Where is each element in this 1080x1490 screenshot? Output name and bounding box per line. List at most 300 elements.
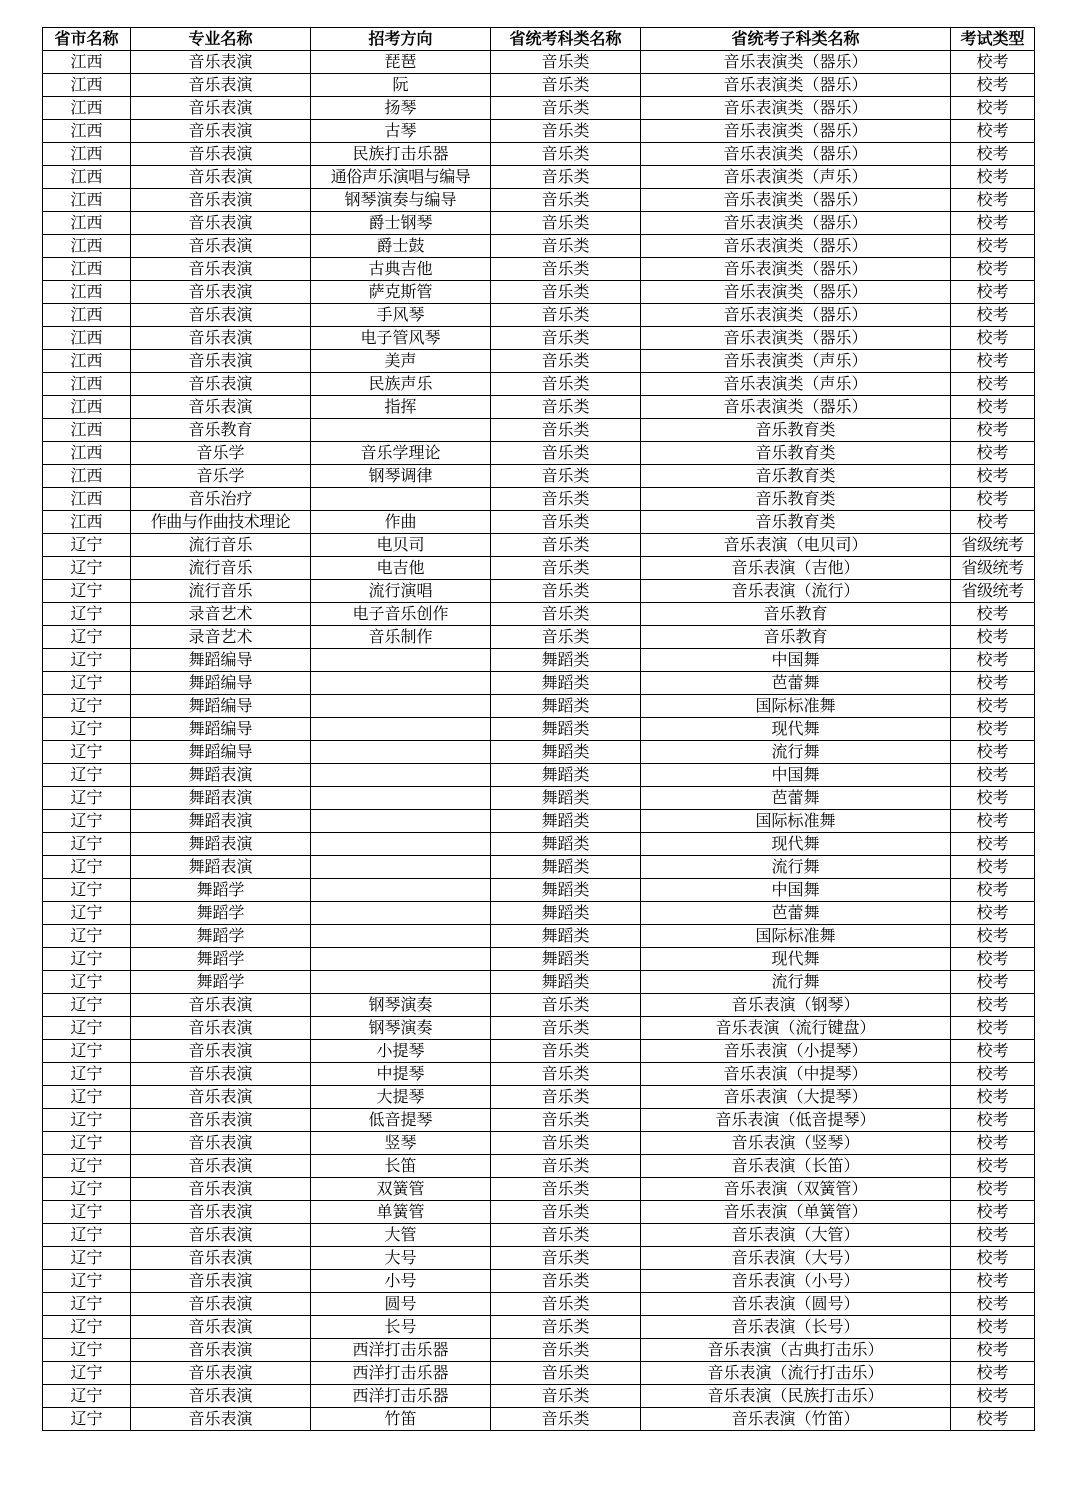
exam-type-cell: 校考 bbox=[951, 1224, 1035, 1247]
table-row bbox=[43, 442, 1035, 465]
major-cell: 音乐表演 bbox=[131, 1155, 311, 1178]
province-cell: 辽宁 bbox=[43, 1040, 131, 1063]
major-cell: 舞蹈表演 bbox=[131, 810, 311, 833]
exam-type-cell: 校考 bbox=[951, 511, 1035, 534]
subcategory-cell: 音乐表演（流行） bbox=[641, 580, 951, 603]
category-cell: 音乐类 bbox=[491, 511, 641, 534]
table-row bbox=[43, 580, 1035, 603]
category-cell: 音乐类 bbox=[491, 419, 641, 442]
exam-type-header: 考试类型 bbox=[951, 28, 1035, 51]
table-row bbox=[43, 879, 1035, 902]
category-cell: 音乐类 bbox=[491, 580, 641, 603]
exam-type-cell: 校考 bbox=[951, 419, 1035, 442]
major-cell: 音乐表演 bbox=[131, 994, 311, 1017]
exam-type-cell: 校考 bbox=[951, 925, 1035, 948]
category-cell: 音乐类 bbox=[491, 235, 641, 258]
direction-cell bbox=[311, 672, 491, 695]
direction-cell bbox=[311, 810, 491, 833]
subcategory-cell: 国际标准舞 bbox=[641, 925, 951, 948]
category-cell: 舞蹈类 bbox=[491, 833, 641, 856]
admissions-table bbox=[42, 27, 1035, 1431]
category-cell: 音乐类 bbox=[491, 1155, 641, 1178]
direction-cell: 通俗声乐演唱与编导 bbox=[311, 166, 491, 189]
exam-type-cell: 校考 bbox=[951, 304, 1035, 327]
direction-cell bbox=[311, 879, 491, 902]
subcategory-cell: 音乐表演（流行键盘） bbox=[641, 1017, 951, 1040]
subcategory-cell: 流行舞 bbox=[641, 856, 951, 879]
direction-cell: 阮 bbox=[311, 74, 491, 97]
major-cell: 舞蹈编导 bbox=[131, 649, 311, 672]
province-cell: 辽宁 bbox=[43, 1270, 131, 1293]
province-cell: 辽宁 bbox=[43, 1178, 131, 1201]
table-row bbox=[43, 833, 1035, 856]
province-cell: 江西 bbox=[43, 166, 131, 189]
exam-type-cell: 校考 bbox=[951, 626, 1035, 649]
major-cell: 舞蹈表演 bbox=[131, 764, 311, 787]
exam-type-cell: 校考 bbox=[951, 1063, 1035, 1086]
category-cell: 音乐类 bbox=[491, 1270, 641, 1293]
direction-cell bbox=[311, 971, 491, 994]
province-cell: 江西 bbox=[43, 258, 131, 281]
major-cell: 音乐表演 bbox=[131, 1109, 311, 1132]
exam-type-cell: 校考 bbox=[951, 971, 1035, 994]
category-cell: 音乐类 bbox=[491, 534, 641, 557]
subcategory-cell: 音乐表演类（器乐） bbox=[641, 258, 951, 281]
category-cell: 音乐类 bbox=[491, 212, 641, 235]
category-cell: 音乐类 bbox=[491, 258, 641, 281]
table-row bbox=[43, 603, 1035, 626]
category-cell: 舞蹈类 bbox=[491, 856, 641, 879]
exam-type-cell: 校考 bbox=[951, 74, 1035, 97]
major-cell: 舞蹈学 bbox=[131, 879, 311, 902]
major-cell: 音乐表演 bbox=[131, 1385, 311, 1408]
category-cell: 音乐类 bbox=[491, 557, 641, 580]
direction-cell: 钢琴调律 bbox=[311, 465, 491, 488]
subcategory-cell: 音乐表演（单簧管） bbox=[641, 1201, 951, 1224]
table-row bbox=[43, 1017, 1035, 1040]
category-cell: 音乐类 bbox=[491, 1086, 641, 1109]
province-cell: 辽宁 bbox=[43, 810, 131, 833]
exam-type-cell: 校考 bbox=[951, 1339, 1035, 1362]
subcategory-cell: 音乐教育类 bbox=[641, 488, 951, 511]
subcategory-cell: 音乐表演类（器乐） bbox=[641, 212, 951, 235]
direction-cell: 电贝司 bbox=[311, 534, 491, 557]
major-cell: 舞蹈表演 bbox=[131, 856, 311, 879]
direction-cell: 古典吉他 bbox=[311, 258, 491, 281]
category-cell: 舞蹈类 bbox=[491, 902, 641, 925]
exam-type-cell: 校考 bbox=[951, 1362, 1035, 1385]
exam-type-cell: 校考 bbox=[951, 833, 1035, 856]
subcategory-cell: 芭蕾舞 bbox=[641, 672, 951, 695]
direction-cell bbox=[311, 649, 491, 672]
subcategory-cell: 音乐表演（圆号） bbox=[641, 1293, 951, 1316]
subcategory-cell: 音乐表演（长号） bbox=[641, 1316, 951, 1339]
major-cell: 录音艺术 bbox=[131, 603, 311, 626]
exam-type-cell: 校考 bbox=[951, 258, 1035, 281]
direction-cell bbox=[311, 856, 491, 879]
exam-type-cell: 校考 bbox=[951, 603, 1035, 626]
direction-cell: 民族打击乐器 bbox=[311, 143, 491, 166]
subcategory-cell: 音乐表演（古典打击乐） bbox=[641, 1339, 951, 1362]
direction-cell: 大管 bbox=[311, 1224, 491, 1247]
subcategory-cell: 音乐表演类（器乐） bbox=[641, 281, 951, 304]
province-cell: 辽宁 bbox=[43, 856, 131, 879]
subcategory-cell: 音乐表演（中提琴） bbox=[641, 1063, 951, 1086]
category-cell: 音乐类 bbox=[491, 1408, 641, 1431]
province-cell: 辽宁 bbox=[43, 1201, 131, 1224]
subcategory-cell: 音乐表演类（器乐） bbox=[641, 143, 951, 166]
direction-cell: 指挥 bbox=[311, 396, 491, 419]
category-cell: 舞蹈类 bbox=[491, 672, 641, 695]
exam-type-cell: 校考 bbox=[951, 856, 1035, 879]
category-cell: 音乐类 bbox=[491, 1201, 641, 1224]
major-cell: 流行音乐 bbox=[131, 557, 311, 580]
table-row bbox=[43, 672, 1035, 695]
direction-cell: 小号 bbox=[311, 1270, 491, 1293]
major-cell: 音乐表演 bbox=[131, 1040, 311, 1063]
direction-cell: 手风琴 bbox=[311, 304, 491, 327]
exam-type-cell: 校考 bbox=[951, 373, 1035, 396]
table-row bbox=[43, 626, 1035, 649]
direction-cell: 中提琴 bbox=[311, 1063, 491, 1086]
province-cell: 辽宁 bbox=[43, 672, 131, 695]
table-row bbox=[43, 1063, 1035, 1086]
category-cell: 音乐类 bbox=[491, 603, 641, 626]
direction-cell bbox=[311, 718, 491, 741]
subcategory-cell: 音乐表演（小号） bbox=[641, 1270, 951, 1293]
table-row bbox=[43, 1109, 1035, 1132]
subcategory-cell: 音乐表演类（器乐） bbox=[641, 120, 951, 143]
category-cell: 舞蹈类 bbox=[491, 879, 641, 902]
category-cell: 音乐类 bbox=[491, 1316, 641, 1339]
category-cell: 音乐类 bbox=[491, 281, 641, 304]
exam-type-cell: 校考 bbox=[951, 1017, 1035, 1040]
major-cell: 舞蹈学 bbox=[131, 902, 311, 925]
direction-cell: 单簧管 bbox=[311, 1201, 491, 1224]
exam-type-cell: 省级统考 bbox=[951, 580, 1035, 603]
category-header: 省统考科类名称 bbox=[491, 28, 641, 51]
exam-type-cell: 校考 bbox=[951, 1293, 1035, 1316]
direction-cell bbox=[311, 902, 491, 925]
exam-type-cell: 校考 bbox=[951, 1086, 1035, 1109]
direction-cell: 西洋打击乐器 bbox=[311, 1339, 491, 1362]
major-cell: 舞蹈学 bbox=[131, 925, 311, 948]
direction-cell: 扬琴 bbox=[311, 97, 491, 120]
table-row bbox=[43, 1339, 1035, 1362]
subcategory-cell: 音乐教育类 bbox=[641, 465, 951, 488]
exam-type-cell: 校考 bbox=[951, 1408, 1035, 1431]
direction-cell bbox=[311, 741, 491, 764]
major-cell: 录音艺术 bbox=[131, 626, 311, 649]
table-row bbox=[43, 1385, 1035, 1408]
subcategory-cell: 音乐表演类（器乐） bbox=[641, 97, 951, 120]
exam-type-cell: 校考 bbox=[951, 1178, 1035, 1201]
subcategory-cell: 音乐教育 bbox=[641, 603, 951, 626]
province-cell: 江西 bbox=[43, 442, 131, 465]
subcategory-cell: 音乐表演类（声乐） bbox=[641, 373, 951, 396]
table-row bbox=[43, 787, 1035, 810]
subcategory-cell: 音乐表演（长笛） bbox=[641, 1155, 951, 1178]
exam-type-cell: 校考 bbox=[951, 166, 1035, 189]
province-cell: 江西 bbox=[43, 419, 131, 442]
subcategory-cell: 音乐表演（流行打击乐） bbox=[641, 1362, 951, 1385]
direction-cell: 竹笛 bbox=[311, 1408, 491, 1431]
table-row bbox=[43, 1155, 1035, 1178]
exam-type-cell: 省级统考 bbox=[951, 557, 1035, 580]
category-cell: 音乐类 bbox=[491, 1293, 641, 1316]
category-cell: 舞蹈类 bbox=[491, 810, 641, 833]
subcategory-cell: 音乐表演（双簧管） bbox=[641, 1178, 951, 1201]
province-cell: 辽宁 bbox=[43, 1224, 131, 1247]
major-cell: 音乐表演 bbox=[131, 212, 311, 235]
exam-type-cell: 校考 bbox=[951, 764, 1035, 787]
subcategory-cell: 中国舞 bbox=[641, 764, 951, 787]
major-cell: 音乐表演 bbox=[131, 1408, 311, 1431]
province-cell: 江西 bbox=[43, 373, 131, 396]
province-cell: 江西 bbox=[43, 281, 131, 304]
exam-type-cell: 校考 bbox=[951, 1132, 1035, 1155]
subcategory-cell: 音乐表演类（器乐） bbox=[641, 74, 951, 97]
exam-type-cell: 校考 bbox=[951, 879, 1035, 902]
table-row bbox=[43, 534, 1035, 557]
table-row bbox=[43, 971, 1035, 994]
exam-type-cell: 校考 bbox=[951, 281, 1035, 304]
category-cell: 舞蹈类 bbox=[491, 948, 641, 971]
major-cell: 音乐表演 bbox=[131, 373, 311, 396]
table-row bbox=[43, 281, 1035, 304]
category-cell: 音乐类 bbox=[491, 304, 641, 327]
direction-cell: 流行演唱 bbox=[311, 580, 491, 603]
category-cell: 音乐类 bbox=[491, 1040, 641, 1063]
table-row bbox=[43, 948, 1035, 971]
table-row bbox=[43, 373, 1035, 396]
province-cell: 江西 bbox=[43, 396, 131, 419]
category-cell: 音乐类 bbox=[491, 166, 641, 189]
exam-type-cell: 校考 bbox=[951, 212, 1035, 235]
direction-cell: 长笛 bbox=[311, 1155, 491, 1178]
category-cell: 音乐类 bbox=[491, 1385, 641, 1408]
subcategory-cell: 音乐表演（吉他） bbox=[641, 557, 951, 580]
direction-cell bbox=[311, 764, 491, 787]
direction-cell: 音乐制作 bbox=[311, 626, 491, 649]
exam-type-cell: 校考 bbox=[951, 718, 1035, 741]
province-cell: 江西 bbox=[43, 511, 131, 534]
category-cell: 舞蹈类 bbox=[491, 925, 641, 948]
major-cell: 流行音乐 bbox=[131, 580, 311, 603]
province-cell: 江西 bbox=[43, 120, 131, 143]
province-cell: 江西 bbox=[43, 350, 131, 373]
exam-type-cell: 校考 bbox=[951, 902, 1035, 925]
table-row bbox=[43, 557, 1035, 580]
province-cell: 辽宁 bbox=[43, 925, 131, 948]
subcategory-cell: 音乐表演类（器乐） bbox=[641, 235, 951, 258]
subcategory-cell: 国际标准舞 bbox=[641, 695, 951, 718]
major-cell: 音乐表演 bbox=[131, 1362, 311, 1385]
province-cell: 辽宁 bbox=[43, 557, 131, 580]
table-row bbox=[43, 212, 1035, 235]
major-cell: 音乐教育 bbox=[131, 419, 311, 442]
table-row bbox=[43, 74, 1035, 97]
direction-cell bbox=[311, 488, 491, 511]
province-cell: 辽宁 bbox=[43, 1408, 131, 1431]
direction-cell: 古琴 bbox=[311, 120, 491, 143]
table-row bbox=[43, 327, 1035, 350]
major-cell: 音乐表演 bbox=[131, 166, 311, 189]
table-row bbox=[43, 649, 1035, 672]
major-cell: 音乐表演 bbox=[131, 281, 311, 304]
table-row bbox=[43, 925, 1035, 948]
major-cell: 音乐表演 bbox=[131, 1247, 311, 1270]
exam-type-cell: 校考 bbox=[951, 948, 1035, 971]
table-row bbox=[43, 1247, 1035, 1270]
exam-type-cell: 校考 bbox=[951, 396, 1035, 419]
subcategory-cell: 中国舞 bbox=[641, 879, 951, 902]
province-cell: 江西 bbox=[43, 304, 131, 327]
table-row bbox=[43, 856, 1035, 879]
major-cell: 流行音乐 bbox=[131, 534, 311, 557]
exam-type-cell: 校考 bbox=[951, 488, 1035, 511]
category-cell: 音乐类 bbox=[491, 74, 641, 97]
table-row bbox=[43, 1224, 1035, 1247]
major-cell: 音乐表演 bbox=[131, 304, 311, 327]
direction-cell: 大号 bbox=[311, 1247, 491, 1270]
major-cell: 音乐表演 bbox=[131, 1270, 311, 1293]
subcategory-cell: 音乐表演类（器乐） bbox=[641, 189, 951, 212]
province-cell: 辽宁 bbox=[43, 718, 131, 741]
province-cell: 辽宁 bbox=[43, 1132, 131, 1155]
direction-cell: 低音提琴 bbox=[311, 1109, 491, 1132]
province-cell: 辽宁 bbox=[43, 1293, 131, 1316]
subcategory-cell: 音乐表演（大提琴） bbox=[641, 1086, 951, 1109]
category-cell: 音乐类 bbox=[491, 1063, 641, 1086]
table-row bbox=[43, 396, 1035, 419]
major-cell: 音乐表演 bbox=[131, 258, 311, 281]
direction-cell: 竖琴 bbox=[311, 1132, 491, 1155]
table-row bbox=[43, 810, 1035, 833]
category-cell: 舞蹈类 bbox=[491, 971, 641, 994]
exam-type-cell: 校考 bbox=[951, 741, 1035, 764]
province-cell: 江西 bbox=[43, 212, 131, 235]
subcategory-cell: 音乐表演（钢琴） bbox=[641, 994, 951, 1017]
province-cell: 辽宁 bbox=[43, 649, 131, 672]
province-cell: 江西 bbox=[43, 235, 131, 258]
table-row bbox=[43, 1132, 1035, 1155]
exam-type-cell: 校考 bbox=[951, 143, 1035, 166]
province-cell: 辽宁 bbox=[43, 1316, 131, 1339]
category-cell: 音乐类 bbox=[491, 994, 641, 1017]
category-cell: 音乐类 bbox=[491, 350, 641, 373]
subcategory-cell: 芭蕾舞 bbox=[641, 787, 951, 810]
major-cell: 音乐表演 bbox=[131, 1339, 311, 1362]
major-cell: 音乐表演 bbox=[131, 327, 311, 350]
direction-cell: 双簧管 bbox=[311, 1178, 491, 1201]
province-cell: 辽宁 bbox=[43, 994, 131, 1017]
subcategory-cell: 音乐表演（民族打击乐） bbox=[641, 1385, 951, 1408]
province-cell: 辽宁 bbox=[43, 1086, 131, 1109]
subcategory-cell: 音乐表演（小提琴） bbox=[641, 1040, 951, 1063]
table-row bbox=[43, 764, 1035, 787]
table-row bbox=[43, 189, 1035, 212]
province-cell: 江西 bbox=[43, 488, 131, 511]
exam-type-cell: 校考 bbox=[951, 787, 1035, 810]
major-cell: 舞蹈编导 bbox=[131, 672, 311, 695]
major-cell: 舞蹈学 bbox=[131, 948, 311, 971]
subcategory-cell: 音乐表演（低音提琴） bbox=[641, 1109, 951, 1132]
major-cell: 音乐表演 bbox=[131, 189, 311, 212]
exam-type-cell: 校考 bbox=[951, 1201, 1035, 1224]
table-row bbox=[43, 1178, 1035, 1201]
province-cell: 辽宁 bbox=[43, 1017, 131, 1040]
province-cell: 辽宁 bbox=[43, 1339, 131, 1362]
category-cell: 舞蹈类 bbox=[491, 741, 641, 764]
exam-type-cell: 校考 bbox=[951, 235, 1035, 258]
province-cell: 江西 bbox=[43, 51, 131, 74]
subcategory-cell: 音乐表演类（声乐） bbox=[641, 166, 951, 189]
major-cell: 音乐表演 bbox=[131, 350, 311, 373]
category-cell: 舞蹈类 bbox=[491, 764, 641, 787]
category-cell: 音乐类 bbox=[491, 189, 641, 212]
direction-header: 招考方向 bbox=[311, 28, 491, 51]
table-header-row bbox=[43, 28, 1035, 51]
admissions-table-sheet bbox=[42, 27, 1034, 1431]
category-cell: 音乐类 bbox=[491, 327, 641, 350]
major-cell: 音乐表演 bbox=[131, 1086, 311, 1109]
subcategory-cell: 音乐表演（大管） bbox=[641, 1224, 951, 1247]
exam-type-cell: 校考 bbox=[951, 97, 1035, 120]
major-cell: 舞蹈表演 bbox=[131, 787, 311, 810]
direction-cell: 小提琴 bbox=[311, 1040, 491, 1063]
major-cell: 音乐表演 bbox=[131, 1132, 311, 1155]
direction-cell bbox=[311, 948, 491, 971]
province-cell: 辽宁 bbox=[43, 1109, 131, 1132]
province-cell: 江西 bbox=[43, 465, 131, 488]
direction-cell: 钢琴演奏 bbox=[311, 1017, 491, 1040]
province-cell: 江西 bbox=[43, 143, 131, 166]
province-cell: 江西 bbox=[43, 327, 131, 350]
category-cell: 音乐类 bbox=[491, 442, 641, 465]
direction-cell bbox=[311, 695, 491, 718]
exam-type-cell: 校考 bbox=[951, 1155, 1035, 1178]
province-cell: 辽宁 bbox=[43, 741, 131, 764]
subcategory-cell: 中国舞 bbox=[641, 649, 951, 672]
category-cell: 音乐类 bbox=[491, 396, 641, 419]
exam-type-cell: 校考 bbox=[951, 327, 1035, 350]
direction-cell bbox=[311, 925, 491, 948]
province-cell: 辽宁 bbox=[43, 1385, 131, 1408]
subcategory-cell: 音乐教育 bbox=[641, 626, 951, 649]
exam-type-cell: 校考 bbox=[951, 994, 1035, 1017]
category-cell: 音乐类 bbox=[491, 488, 641, 511]
direction-cell: 圆号 bbox=[311, 1293, 491, 1316]
province-cell: 辽宁 bbox=[43, 902, 131, 925]
category-cell: 音乐类 bbox=[491, 1339, 641, 1362]
exam-type-cell: 校考 bbox=[951, 120, 1035, 143]
province-cell: 辽宁 bbox=[43, 879, 131, 902]
major-cell: 音乐表演 bbox=[131, 51, 311, 74]
category-cell: 音乐类 bbox=[491, 373, 641, 396]
table-row bbox=[43, 718, 1035, 741]
subcategory-cell: 国际标准舞 bbox=[641, 810, 951, 833]
major-cell: 作曲与作曲技术理论 bbox=[131, 511, 311, 534]
exam-type-cell: 校考 bbox=[951, 649, 1035, 672]
major-cell: 音乐表演 bbox=[131, 1178, 311, 1201]
table-row bbox=[43, 511, 1035, 534]
subcategory-cell: 音乐表演类（器乐） bbox=[641, 51, 951, 74]
exam-type-cell: 校考 bbox=[951, 1385, 1035, 1408]
table-row bbox=[43, 1316, 1035, 1339]
province-cell: 江西 bbox=[43, 97, 131, 120]
exam-type-cell: 校考 bbox=[951, 465, 1035, 488]
